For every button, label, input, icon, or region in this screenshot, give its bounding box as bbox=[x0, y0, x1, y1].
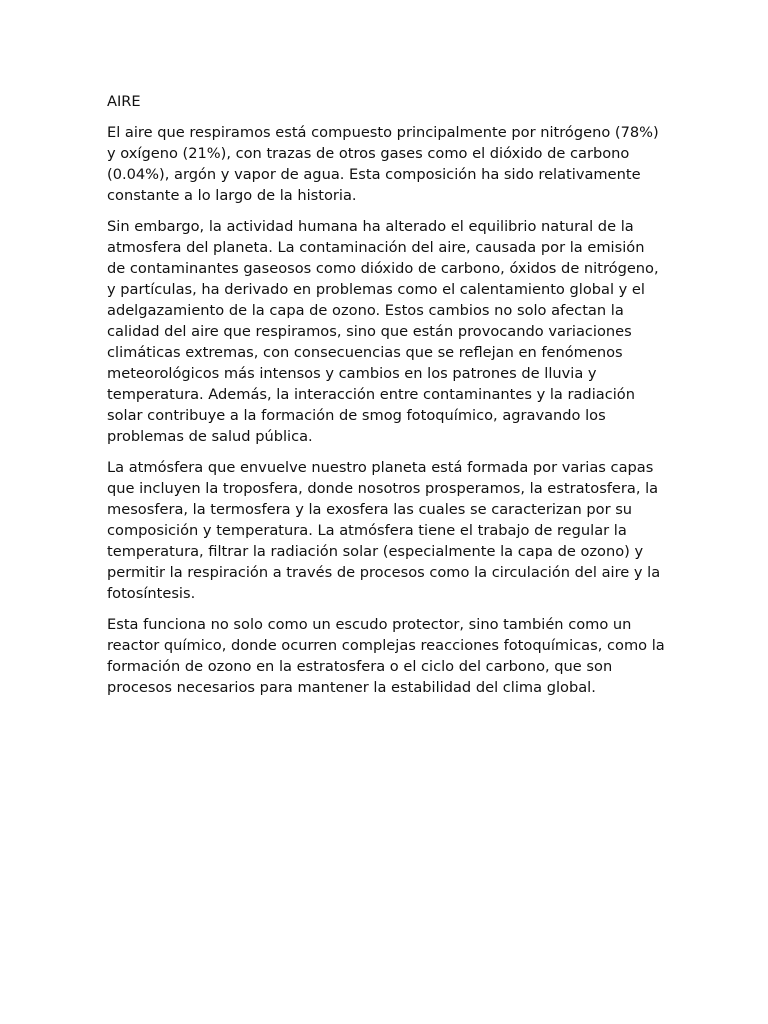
paragraph-composition: El aire que respiramos está compuesto principalmente por nitrógeno (78%) y oxígeno (21%), con trazas de otros gases como el dióxido de carbono (0.04%), argón y vapor de agua. Esta composición ha sido relativamente constante a lo largo de la historia. bbox=[107, 124, 659, 204]
paragraph-atmosphere-layers: La atmósfera que envuelve nuestro planeta está formada por varias capas que incluyen la troposfera, donde nosotros prosperamos, la estratosfera, la mesosfera, la termosfera y la exosfera las cuales se caracterizan por su composición y temperatura. La atmósfera tiene el trabajo de regular la temperatura, filtrar la radiación solar (especialmente la capa de ozono) y permitir la respiración a través de procesos como la circulación del aire y la fotosíntesis. bbox=[107, 459, 661, 602]
document-title: AIRE bbox=[107, 93, 141, 110]
paragraph-human-impact: Sin embargo, la actividad humana ha alterado el equilibrio natural de la atmosfera del planeta. La contaminación del aire, causada por la emisión de contaminantes gaseosos como dióxido de carbono, óxidos de nitrógeno, y partículas, ha derivado en problemas como el calentamiento global y el adelgazamiento de la capa de ozono. Estos cambios no solo afectan la calidad del aire que respiramos, sino que están provocando variaciones climáticas extremas, con consecuencias que se reflejan en fenómenos meteorológicos más intensos y cambios en los patrones de lluvia y temperatura. Además, la interacción entre contaminantes y la radiación solar contribuye a la formación de smog fotoquímico, agravando los problemas de salud pública. bbox=[107, 218, 659, 445]
document-page bbox=[107, 91, 667, 708]
paragraph-chemical-reactor: Esta funciona no solo como un escudo protector, sino también como un reactor químico, donde ocurren complejas reacciones fotoquímicas, como la formación de ozono en la estratosfera o el ciclo del carbono, que son procesos necesarios para mantener la estabilidad del clima global. bbox=[107, 616, 665, 696]
